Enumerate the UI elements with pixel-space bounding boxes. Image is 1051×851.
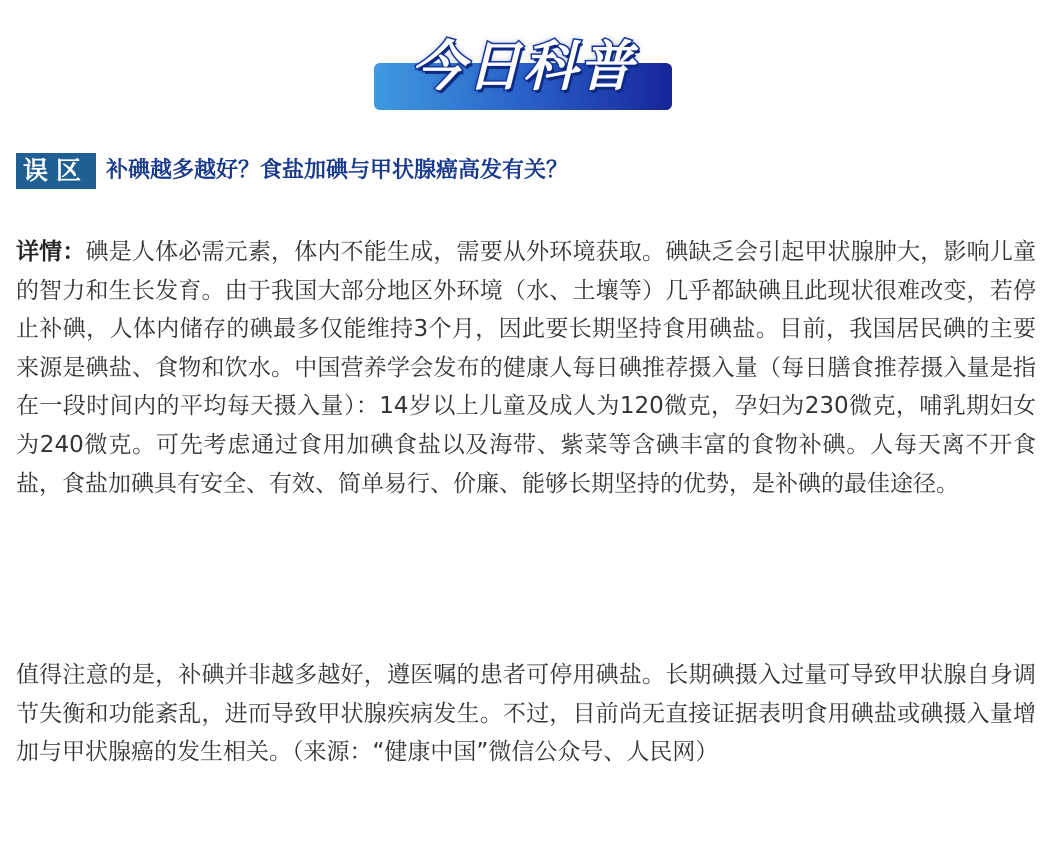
myth-title: 补碘越多越好？食盐加碘与甲状腺癌高发有关？: [106, 158, 569, 183]
myth-tag: 误区: [16, 153, 96, 189]
details-label: 详情：: [16, 239, 86, 265]
details-paragraph-1-text: 碘是人体必需元素，体内不能生成，需要从外环境获取。碘缺乏会引起甲状腺肿大，影响儿童的智力和生长发育。由于我国大部分地区外环境（水、土壤等）几乎都缺碘且此现状很难改变，若停止补碘，人体内储存的碘最多仅能维持3个月，因此要长期坚持食用碘盐。目前，我国居民碘的主要来源是碘盐、食物和饮水。中国营养学会发布的健康人每日碘推荐摄入量（每日膳食推荐摄入量是指在一段时间内的平均每天摄入量）：14岁以上儿童及成人为120微克，孕妇为230微克，哺乳期妇女为240微克。可先考虑通过食用加碘食盐以及海带、紫菜等含碘丰富的食物补碘。人每天离不开食盐，食盐加碘具有安全、有效、简单易行、价廉、能够长期坚持的优势，是补碘的最佳途径。: [16, 239, 1037, 497]
banner: [374, 30, 672, 110]
details-paragraph-2: 值得注意的是，补碘并非越多越好，遵医嘱的患者可停用碘盐。长期碘摄入过量可导致甲状腺自身调节失衡和功能紊乱，进而导致甲状腺疾病发生。不过，目前尚无直接证据表明食用碘盐或碘摄入量增加与甲状腺癌的发生相关。（来源：“健康中国”微信公众号、人民网）: [16, 662, 1036, 766]
details-paragraph-1: [16, 233, 1036, 503]
banner-title: 今日科普: [411, 35, 635, 98]
myth-heading: [16, 152, 568, 190]
